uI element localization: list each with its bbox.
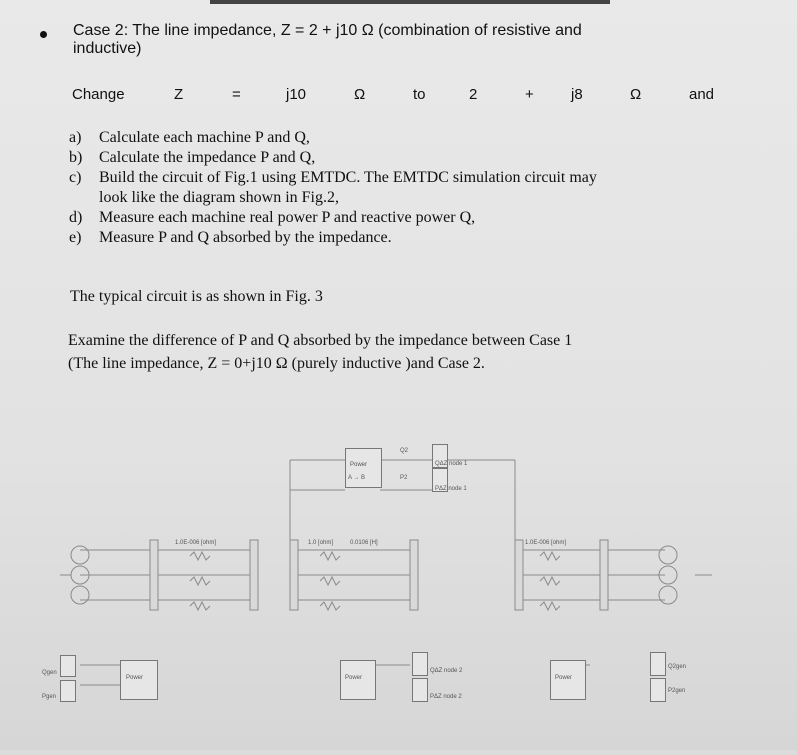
document-page: Case 2: The line impedance, Z = 2 + j10 Ω (combination of resistive and inductive) Change Z = j10 Ω to 2 + j8 Ω and a) Calculate each machine P and Q, b) Calculate the impedance P and Q, c) Build the circuit of Fig.1 using EMTDC. The EMTDC simulation circuit may look like the diagram shown in Fig.2, d) Measure each machine real power P and reactive power Q, e) Measure P and Q absorbed by the impedance. The typical circuit is as shown in Fig. 3 Examine the difference of P and Q absorbed by the impedance between Case 1 (The line impedance, Z = 0+j10 Ω (purely inductive )and Case 2. Power A → B Q2 P2 QΔZ node 1 PΔZ node 1 1.0E-006 [ohm] 1.0 [ohm] 0.0106 [H] 1.0E-006 [ohm] Qgen Pgen Power Power QΔZ node 2 PΔZ node 2 Power Q2gen P2gen — [0, 0, 797, 750]
resistor-label-right: 1.0E-006 [ohm] — [525, 540, 567, 546]
change-old-value: j10 — [286, 86, 307, 103]
case-heading: Case 2: The line impedance, Z = 2 + j10 Ω (combination of resistive and — [73, 22, 582, 39]
power-meter-bottom-right-label: Power — [555, 675, 573, 681]
top-edge-bar — [210, 0, 610, 4]
examine-paragraph-line2: (The line impedance, Z = 0+j10 Ω (purely inductive )and Case 2. — [68, 355, 485, 372]
bottom-left-p-box — [60, 680, 76, 702]
change-equals: = — [232, 86, 241, 103]
p-signal-label: P2 — [400, 475, 408, 481]
p-node-label: PΔZ node 1 — [435, 486, 467, 492]
change-plus: + — [525, 86, 534, 103]
change-and: and — [689, 86, 715, 103]
change-real: 2 — [469, 86, 478, 103]
q-node-label: QΔZ node 1 — [435, 461, 468, 467]
power-meter-top — [345, 448, 382, 488]
bottom-left-q-label: Qgen — [42, 670, 57, 676]
change-z: Z — [174, 86, 184, 103]
inductor-label-mid: 0.0106 [H] — [350, 540, 378, 546]
change-ohm-2: Ω — [630, 86, 642, 103]
power-meter-label: Power — [350, 462, 368, 468]
bottom-left-q-box — [60, 655, 76, 677]
power-meter-bottom-left-label: Power — [126, 675, 144, 681]
bottom-mid-p-box — [412, 678, 428, 702]
bottom-right-p-box — [650, 678, 666, 702]
change-ohm-1: Ω — [354, 86, 366, 103]
q-signal-label: Q2 — [400, 448, 409, 454]
examine-paragraph-line1: Examine the difference of P and Q absorbed by the impedance between Case 1 — [68, 332, 573, 349]
bottom-mid-p-label: PΔZ node 2 — [430, 694, 462, 700]
bottom-mid-q-label: QΔZ node 2 — [430, 668, 463, 674]
change-word: Change — [72, 86, 125, 103]
resistor-label-left: 1.0E-006 [ohm] — [175, 540, 217, 546]
bottom-right-q-label: Q2gen — [668, 664, 687, 670]
power-meter-ports: A → B — [348, 475, 366, 481]
power-meter-bottom-mid-label: Power — [345, 675, 363, 681]
case-heading-continued: inductive) — [73, 40, 142, 57]
bullet-icon — [40, 31, 47, 38]
change-statement — [0, 86, 797, 108]
bottom-right-q-box — [650, 652, 666, 676]
bottom-right-p-label: P2gen — [668, 688, 686, 694]
change-to: to — [413, 86, 426, 103]
change-imag: j8 — [571, 86, 583, 103]
bottom-mid-q-box — [412, 652, 428, 676]
resistor-label-mid: 1.0 [ohm] — [308, 540, 334, 546]
typical-circuit-note: The typical circuit is as shown in Fig. 3 — [70, 288, 323, 305]
bottom-left-p-label: Pgen — [42, 694, 57, 700]
circuit-diagram — [40, 430, 760, 750]
